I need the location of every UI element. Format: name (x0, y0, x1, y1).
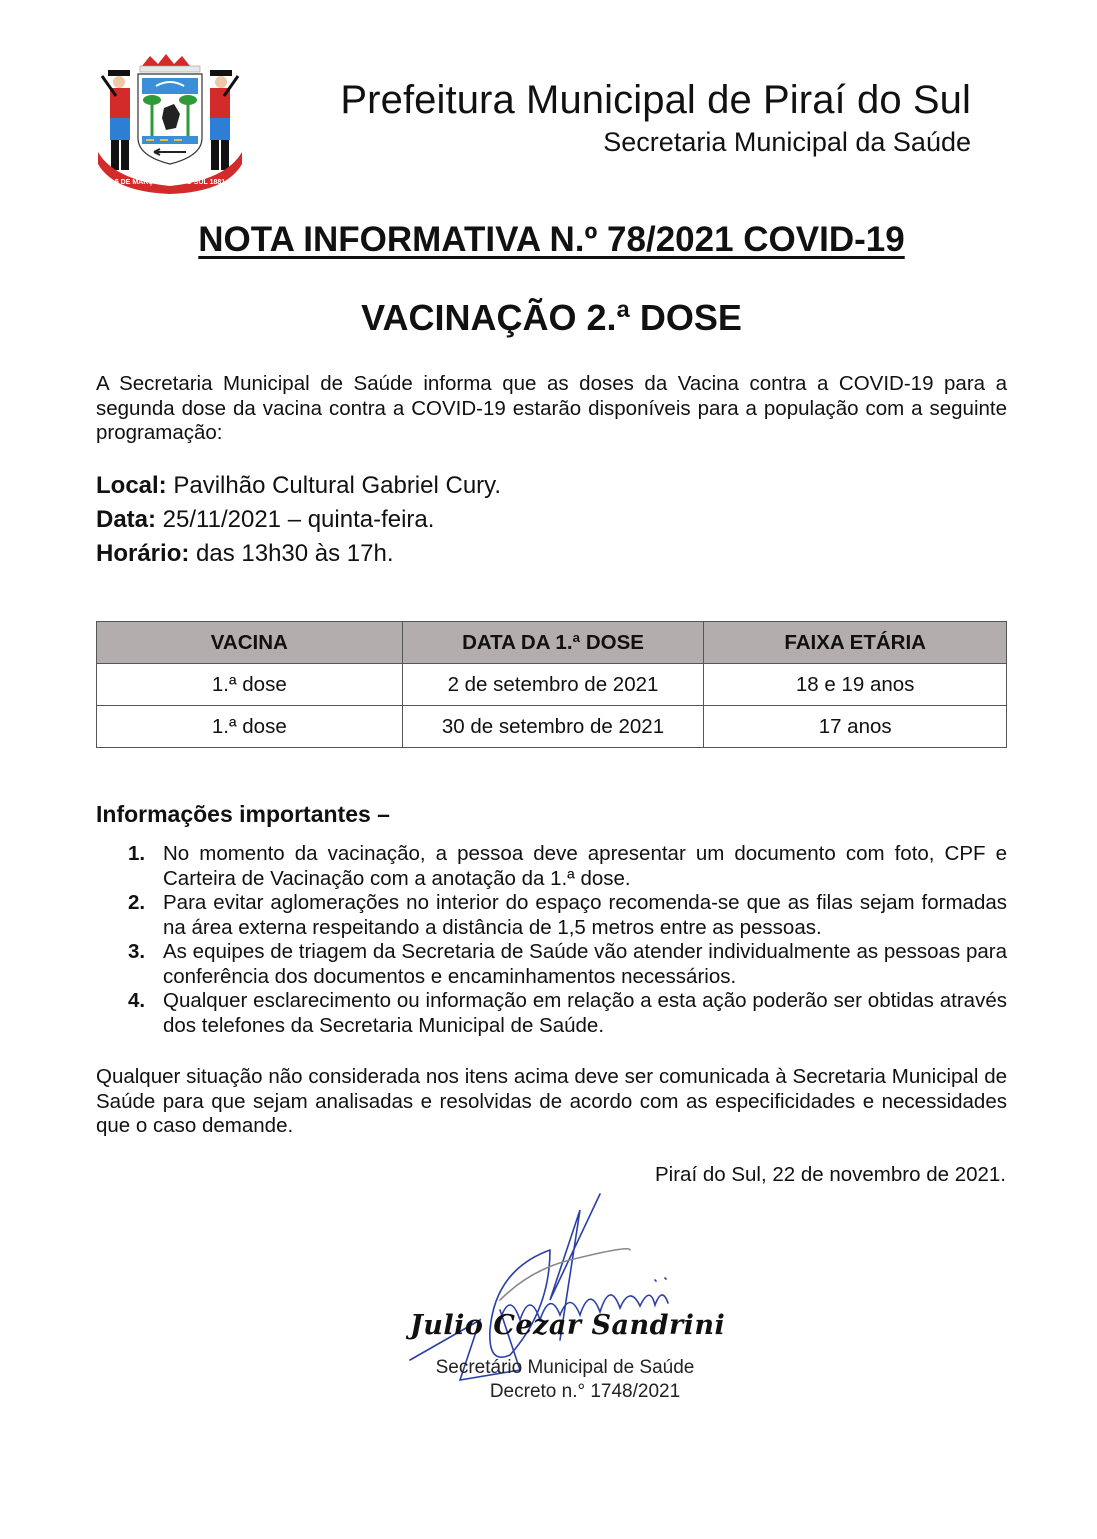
document-subtitle: VACINAÇÃO 2.ª DOSE (361, 297, 742, 338)
detail-value: das 13h30 às 17h. (189, 540, 394, 567)
intro-paragraph: A Secretaria Municipal de Saúde informa que as doses da Vacina contra a COVID-19 para a segunda dose da vacina contra a COVID-19 estarão disponíveis para a população com a seguinte programação: (96, 372, 1007, 444)
column-header-first-dose-date: DATA DA 1.ª DOSE (402, 622, 704, 664)
list-number: 3. (128, 940, 146, 963)
list-item (128, 940, 1007, 989)
vaccination-table (96, 621, 1007, 748)
table-cell: 30 de setembro de 2021 (402, 706, 704, 748)
organization-name: Prefeitura Municipal de Piraí do Sul (340, 78, 971, 122)
list-number: 1. (128, 842, 146, 865)
signatory-role: Secretário Municipal de Saúde (435, 1357, 695, 1378)
detail-label: Data: (96, 506, 157, 533)
info-list (128, 842, 1007, 1038)
list-text: Qualquer esclarecimento ou informação em relação a esta ação poderão ser obtidas através dos telefones da Secretaria Municipal de Saúde. (163, 989, 1007, 1037)
crest-ribbon-text: 5 DE MARÇO PIRAÍ DO SUL 1881 (114, 179, 226, 186)
table-row (97, 706, 1007, 748)
table-cell: 17 anos (704, 706, 1007, 748)
detail-value: Pavilhão Cultural Gabriel Cury. (166, 472, 502, 499)
table-cell: 1.ª dose (97, 664, 403, 706)
list-item (128, 989, 1007, 1038)
detail-label: Horário: (96, 540, 190, 567)
list-text: Para evitar aglomerações no interior do espaço recomenda-se que as filas sejam formadas na área externa respeitando a distância de 1,5 metros entre as pessoas. (163, 891, 1007, 939)
detail-time (96, 540, 394, 568)
table-cell: 1.ª dose (97, 706, 403, 748)
table-cell: 2 de setembro de 2021 (402, 664, 704, 706)
detail-local (96, 472, 501, 500)
list-number: 2. (128, 891, 146, 914)
list-item (128, 842, 1007, 891)
info-heading: Informações importantes – (96, 801, 390, 827)
table-row (97, 664, 1007, 706)
department-name: Secretaria Municipal da Saúde (603, 127, 971, 157)
detail-value: 25/11/2021 – quinta-feira. (156, 506, 435, 533)
list-text: No momento da vacinação, a pessoa deve apresentar um documento com foto, CPF e Carteira de Vacinação com a anotação da 1.ª dose. (163, 842, 1007, 890)
list-number: 4. (128, 989, 146, 1012)
closing-paragraph: Qualquer situação não considerada nos itens acima deve ser comunicada à Secretaria Municipal de Saúde para que sejam analisadas e resolvidas de acordo com as especificidades e necessidades que o caso demande. (96, 1065, 1007, 1137)
municipal-coat-of-arms-icon (94, 52, 246, 194)
column-header-vaccine: VACINA (97, 622, 403, 664)
crown-icon (142, 54, 190, 66)
place-and-date: Piraí do Sul, 22 de novembro de 2021. (654, 1163, 1006, 1186)
detail-date (96, 506, 434, 534)
document-title: NOTA INFORMATIVA N.º 78/2021 COVID-19 (198, 220, 905, 259)
signatory-decree: Decreto n.° 1748/2021 (489, 1381, 681, 1402)
signatory-name: Julio Cezar Sandrini (410, 1310, 726, 1341)
column-header-age-group: FAIXA ETÁRIA (704, 622, 1007, 664)
table-header-row (97, 622, 1007, 664)
table-cell: 18 e 19 anos (704, 664, 1007, 706)
detail-label: Local: (96, 472, 167, 499)
list-text: As equipes de triagem da Secretaria de Saúde vão atender individualmente as pessoas para conferência dos documentos e encaminhamentos necessários. (163, 940, 1007, 988)
list-item (128, 891, 1007, 940)
